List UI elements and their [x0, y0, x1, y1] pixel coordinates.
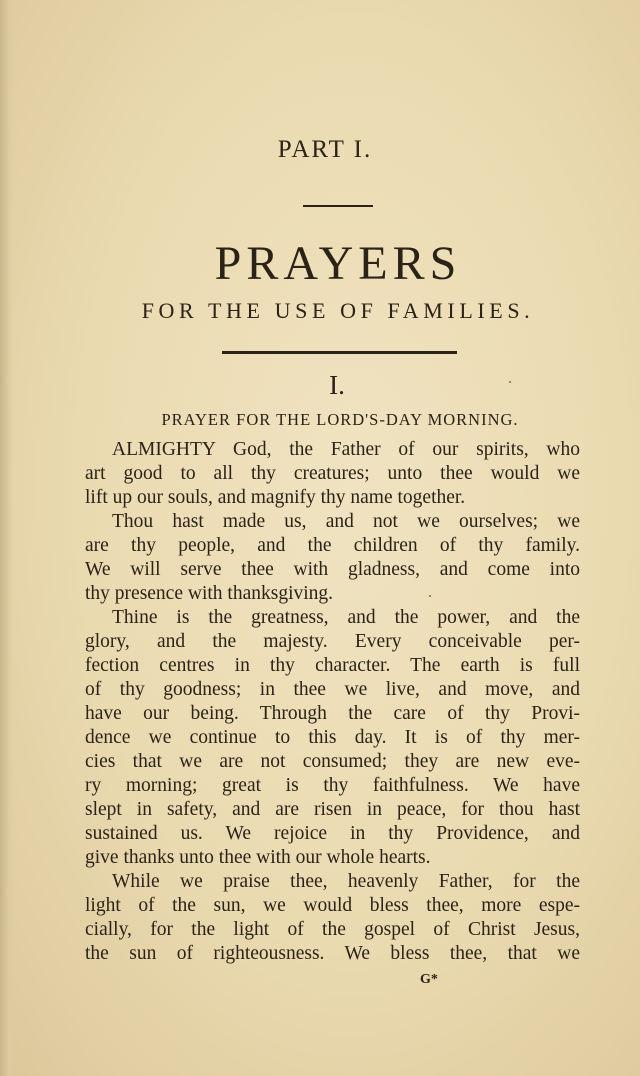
short-rule	[303, 205, 373, 207]
text-line: light of the sun, we would bless thee, more espe-	[85, 895, 580, 916]
page-subtitle: FOR THE USE OF FAMILIES.	[141, 298, 535, 323]
text-line: of thy goodness; in thee we live, and move, and	[85, 679, 580, 700]
text-line: fection centres in thy character. The earth is full	[85, 655, 580, 676]
text-line: give thanks unto thee with our whole hearts.	[85, 847, 431, 868]
text-line: the sun of righteousness. We bless thee, that we	[85, 943, 580, 964]
part-heading: PART I.	[277, 136, 373, 163]
text-line: We will serve thee with gladness, and come into	[85, 559, 580, 580]
text-line: sustained us. We rejoice in thy Providence, and	[85, 823, 580, 844]
text-line: have our being. Through the care of thy Provi-	[85, 703, 580, 724]
text-line: While we praise thee, heavenly Father, for the	[112, 871, 580, 892]
prayer-text	[85, 438, 580, 966]
text-line: Thine is the greatness, and the power, and the	[112, 607, 580, 628]
text-line: are thy people, and the children of thy family.	[85, 535, 580, 556]
text-line: Thou hast made us, and not we ourselves; we	[112, 511, 580, 532]
text-line: cially, for the light of the gospel of Christ Jesus,	[85, 919, 580, 940]
text-line: ALMIGHTY God, the Father of our spirits, who	[112, 439, 580, 460]
paper-speck	[509, 381, 511, 383]
text-line: cies that we are not consumed; they are new eve-	[85, 751, 580, 772]
page-title: PRAYERS	[214, 237, 462, 290]
text-line: glory, and the majesty. Every conceivable per-	[85, 631, 580, 652]
paper-speck	[429, 595, 431, 597]
signature-mark: G*	[420, 972, 438, 987]
text-line: dence we continue to this day. It is of thy mer-	[85, 727, 580, 748]
text-line: thy presence with thanksgiving.	[85, 583, 334, 604]
text-line: lift up our souls, and magnify thy name together.	[85, 487, 466, 508]
text-line: slept in safety, and are risen in peace, for thou hast	[85, 799, 580, 820]
section-heading: PRAYER FOR THE LORD'S-DAY MORNING.	[161, 410, 519, 429]
section-numeral: I.	[329, 370, 345, 400]
text-line: ry morning; great is thy faithfulness. We have	[85, 775, 580, 796]
text-line: art good to all thy creatures; unto thee would we	[85, 463, 580, 484]
long-rule	[222, 351, 457, 354]
